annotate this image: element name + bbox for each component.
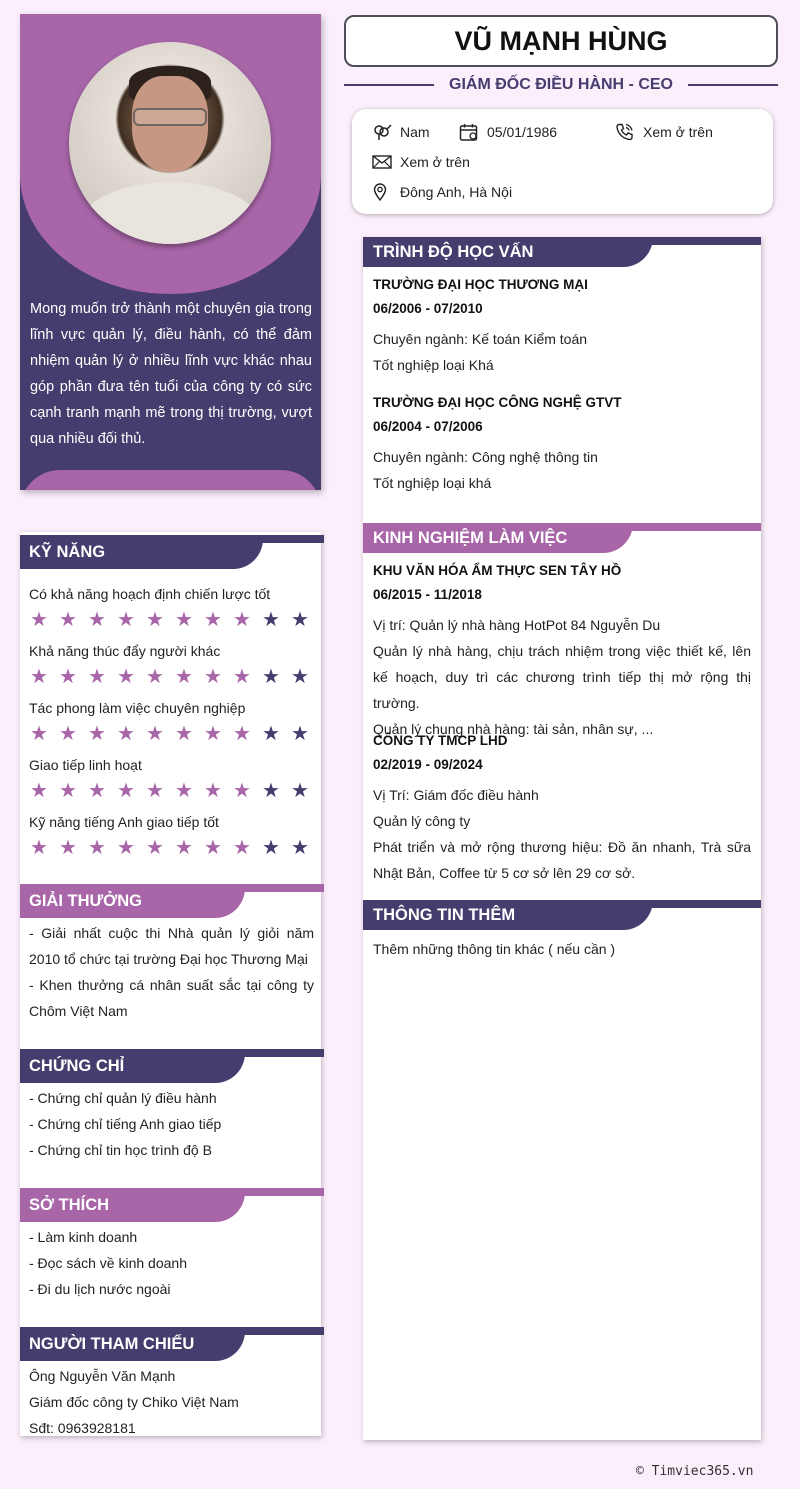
awards-title: GIẢI THƯỞNG — [20, 884, 245, 918]
right-column-card — [363, 237, 761, 1440]
reference-line: Ông Nguyễn Văn Mạnh — [29, 1368, 176, 1384]
star-icon: ★ — [117, 837, 135, 859]
skill-name: Có khả năng hoạch định chiến lược tốt — [29, 586, 271, 602]
experience-line: Vị Trí: Giám đốc điều hành — [373, 787, 539, 803]
star-icon: ★ — [175, 723, 193, 745]
star-icon: ★ — [88, 837, 106, 859]
skills-header — [20, 535, 324, 569]
awards-header — [20, 884, 324, 918]
reference-line: Sđt: 0963928181 — [29, 1420, 136, 1436]
left-column-card — [20, 532, 321, 1436]
star-icon: ★ — [117, 609, 135, 631]
star-icon: ★ — [262, 666, 280, 688]
education-title: TRÌNH ĐỘ HỌC VẤN — [363, 237, 653, 267]
skill-rating — [28, 610, 311, 630]
star-icon: ★ — [30, 723, 48, 745]
education-details — [373, 326, 751, 378]
star-icon: ★ — [30, 666, 48, 688]
star-icon: ★ — [30, 837, 48, 859]
star-icon: ★ — [233, 723, 251, 745]
calendar-icon — [459, 123, 479, 141]
career-objective: Mong muốn trở thành một chuyên gia trong lĩnh vực quản lý, điều hành, có thể đảm nhiệm quản lý ở nhiều lĩnh vực khác nhau góp phần đưa tên tuổi của công ty có sức cạnh tranh mạnh mẽ trong thị trường, vượt qua nhiều đối thủ. — [30, 301, 312, 447]
education-details — [373, 444, 751, 496]
hobbies-header — [20, 1188, 324, 1222]
school-name: TRƯỜNG ĐẠI HỌC CÔNG NGHỆ GTVT — [373, 395, 622, 410]
star-icon: ★ — [175, 666, 193, 688]
job-date: 02/2019 - 09/2024 — [373, 757, 483, 772]
star-icon: ★ — [204, 723, 222, 745]
phone-icon — [615, 123, 635, 141]
hobby-item: - Làm kinh doanh — [29, 1229, 138, 1245]
location-icon — [372, 183, 392, 201]
certificate-item: - Chứng chỉ tiếng Anh giao tiếp — [29, 1116, 222, 1132]
experience-line: Phát triển và mở rộng thương hiệu: Đồ ăn nhanh, Trà sữa Nhật Bản, Coffee từ 5 cơ sở lên 29 cơ sở. — [373, 839, 751, 881]
star-icon: ★ — [59, 780, 77, 802]
star-icon: ★ — [88, 609, 106, 631]
education-line: Tốt nghiệp loại Khá — [373, 357, 494, 373]
star-icon: ★ — [88, 780, 106, 802]
references-title: NGƯỜI THAM CHIẾU — [20, 1327, 245, 1361]
star-icon: ★ — [30, 609, 48, 631]
star-icon: ★ — [59, 837, 77, 859]
award-item: - Khen thưởng cá nhân suất sắc tại công ty Chôm Việt Nam — [29, 977, 314, 1019]
star-icon: ★ — [262, 723, 280, 745]
gender-info — [372, 123, 430, 141]
star-icon: ★ — [59, 666, 77, 688]
company-name: CÔNG TY TMCP LHD — [373, 733, 508, 748]
star-icon: ★ — [175, 780, 193, 802]
star-icon: ★ — [291, 837, 309, 859]
star-icon: ★ — [262, 837, 280, 859]
star-icon: ★ — [117, 666, 135, 688]
dob-info — [459, 123, 557, 141]
star-icon: ★ — [175, 837, 193, 859]
star-icon: ★ — [233, 666, 251, 688]
hobby-item: - Đọc sách về kinh doanh — [29, 1255, 187, 1271]
star-icon: ★ — [233, 837, 251, 859]
school-name: TRƯỜNG ĐẠI HỌC THƯƠNG MẠI — [373, 277, 588, 292]
experience-details — [373, 612, 751, 742]
title-divider-left — [344, 84, 434, 86]
hobbies-title: SỞ THÍCH — [20, 1188, 245, 1222]
star-icon: ★ — [59, 723, 77, 745]
experience-header — [363, 523, 761, 553]
reference-line: Giám đốc công ty Chiko Việt Nam — [29, 1394, 239, 1410]
experience-title: KINH NGHIỆM LÀM VIỆC — [363, 523, 633, 553]
star-icon: ★ — [204, 837, 222, 859]
star-icon: ★ — [146, 609, 164, 631]
star-icon: ★ — [262, 609, 280, 631]
certificates-title: CHỨNG CHỈ — [20, 1049, 245, 1083]
skill-rating — [28, 667, 311, 687]
school-date: 06/2006 - 07/2010 — [373, 301, 483, 316]
star-icon: ★ — [204, 666, 222, 688]
certificate-item: - Chứng chỉ quản lý điều hành — [29, 1090, 217, 1106]
extra-info-title: THÔNG TIN THÊM — [363, 900, 653, 930]
skill-rating — [28, 781, 311, 801]
star-icon: ★ — [291, 723, 309, 745]
education-line: Tốt nghiệp loại khá — [373, 475, 492, 491]
full-name: VŨ MẠNH HÙNG — [344, 15, 778, 67]
phone-info — [615, 123, 713, 141]
certificates-list — [29, 1085, 314, 1163]
star-icon: ★ — [30, 780, 48, 802]
job-date: 06/2015 - 11/2018 — [373, 587, 482, 602]
star-icon: ★ — [291, 780, 309, 802]
footer-copyright: © Timviec365.vn — [636, 1464, 754, 1479]
mail-icon — [372, 153, 392, 171]
star-icon: ★ — [117, 723, 135, 745]
experience-line: Quản lý nhà hàng, chịu trách nhiệm trong việc thiết kế, lên kế hoạch, duy trì các chương trình tiếp thị mở rộng thị trường. — [373, 643, 751, 711]
skills-title: KỸ NĂNG — [20, 535, 263, 569]
star-icon: ★ — [88, 723, 106, 745]
avatar — [69, 42, 271, 244]
star-icon: ★ — [146, 723, 164, 745]
references-list — [29, 1363, 314, 1441]
star-icon: ★ — [146, 837, 164, 859]
experience-line: Vị trí: Quản lý nhà hàng HotPot 84 Nguyễn Du — [373, 617, 661, 633]
address-value: Đông Anh, Hà Nội — [400, 184, 513, 200]
star-icon: ★ — [59, 609, 77, 631]
certificates-header — [20, 1049, 324, 1083]
experience-line: Quản lý công ty — [373, 813, 471, 829]
education-line: Chuyên ngành: Kế toán Kiểm toán — [373, 331, 588, 347]
references-header — [20, 1327, 324, 1361]
gender-icon — [372, 123, 392, 141]
experience-details — [373, 782, 751, 886]
certificate-item: - Chứng chỉ tin học trình độ B — [29, 1142, 212, 1158]
hobbies-list — [29, 1224, 314, 1302]
education-line: Chuyên ngành: Công nghệ thông tin — [373, 449, 598, 465]
job-title: GIÁM ĐỐC ĐIỀU HÀNH - CEO — [449, 76, 673, 93]
star-icon: ★ — [204, 609, 222, 631]
dob-value: 05/01/1986 — [487, 124, 558, 140]
email-info — [372, 153, 470, 171]
phone-value: Xem ở trên — [643, 124, 713, 140]
skill-name: Khả năng thúc đẩy người khác — [29, 643, 221, 659]
profile-card — [20, 14, 321, 490]
star-icon: ★ — [233, 780, 251, 802]
address-info — [372, 183, 512, 201]
contact-info-box — [352, 109, 773, 214]
extra-info-header — [363, 900, 761, 930]
profile-card-wave — [20, 470, 321, 490]
star-icon: ★ — [146, 666, 164, 688]
awards-list — [29, 920, 314, 1024]
experience-line: Quản lý chung nhà hàng: tài sản, nhân sự, ... — [373, 721, 654, 737]
education-header — [363, 237, 761, 267]
gender-value: Nam — [400, 124, 430, 140]
skill-name: Tác phong làm việc chuyên nghiệp — [29, 700, 246, 716]
hobby-item: - Đi du lịch nước ngoài — [29, 1281, 171, 1297]
star-icon: ★ — [88, 666, 106, 688]
star-icon: ★ — [204, 780, 222, 802]
email-value: Xem ở trên — [400, 154, 470, 170]
skill-name: Giao tiếp linh hoạt — [29, 757, 142, 773]
skill-name: Kỹ năng tiếng Anh giao tiếp tốt — [29, 814, 219, 830]
skill-rating — [28, 838, 311, 858]
title-divider-right — [688, 84, 778, 86]
company-name: KHU VĂN HÓA ẨM THỰC SEN TÂY HỒ — [373, 563, 622, 578]
star-icon: ★ — [291, 609, 309, 631]
star-icon: ★ — [175, 609, 193, 631]
star-icon: ★ — [233, 609, 251, 631]
star-icon: ★ — [262, 780, 280, 802]
star-icon: ★ — [117, 780, 135, 802]
school-date: 06/2004 - 07/2006 — [373, 419, 483, 434]
extra-info-text: Thêm những thông tin khác ( nếu cần ) — [373, 941, 616, 957]
star-icon: ★ — [291, 666, 309, 688]
skill-rating — [28, 724, 311, 744]
award-item: - Giải nhất cuộc thi Nhà quản lý giỏi năm 2010 tổ chức tại trường Đại học Thương Mại — [29, 925, 314, 967]
star-icon: ★ — [146, 780, 164, 802]
